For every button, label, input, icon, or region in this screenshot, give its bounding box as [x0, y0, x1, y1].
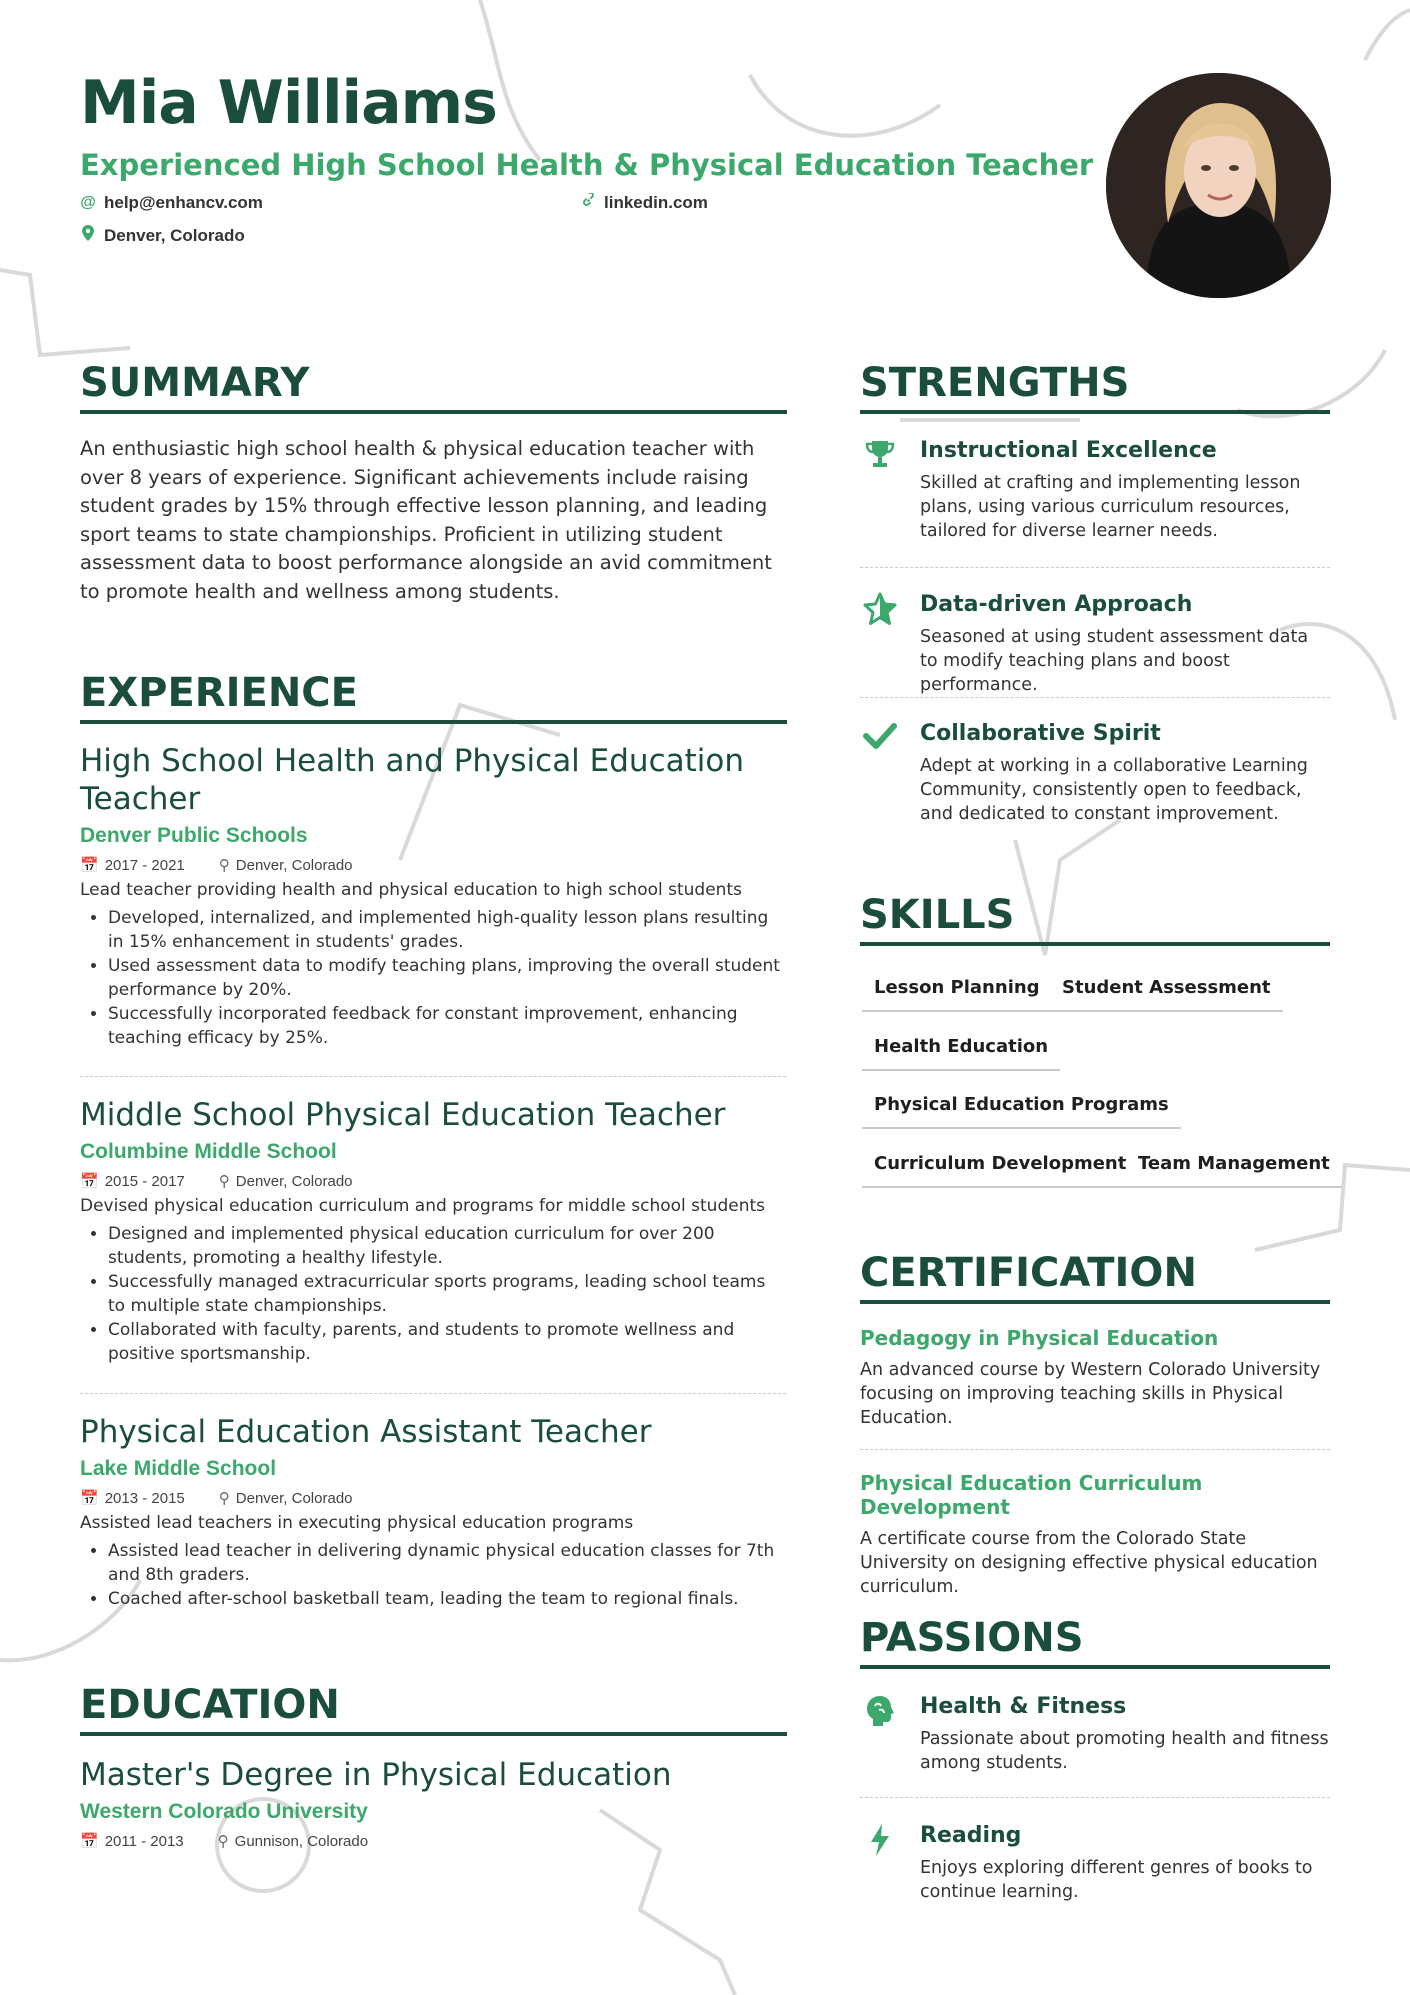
experience-item: [80, 1096, 786, 1366]
divider: [860, 697, 1330, 698]
strength-title: Data-driven Approach: [920, 592, 1193, 617]
job-company: Lake Middle School: [80, 1457, 277, 1480]
certification-title: Pedagogy in Physical Education: [860, 1326, 1219, 1350]
strength-text: Adept at working in a collaborative Learning Community, consistently open to feedback, and dedicated to constant improvement.: [920, 756, 1308, 824]
job-company: Columbine Middle School: [80, 1140, 337, 1163]
divider: [80, 1393, 786, 1394]
contact-email[interactable]: [80, 193, 263, 213]
calendar-icon: 📅: [80, 857, 99, 874]
map-pin-icon: [80, 225, 96, 246]
job-bullets: [80, 1539, 786, 1611]
strength-title: Instructional Excellence: [920, 438, 1217, 463]
linkedin-text: linkedin.com: [604, 193, 708, 212]
strength-title: Collaborative Spirit: [920, 721, 1161, 746]
divider: [80, 1076, 786, 1077]
star-icon: [860, 592, 900, 633]
job-bullet: • Coached after-school basketball team, leading the team to regional finals.: [108, 1587, 786, 1611]
certification-text: A certificate course from the Colorado State University on designing effective physical education curriculum.: [860, 1529, 1318, 1597]
calendar-icon: 📅: [80, 1833, 99, 1850]
certification-title: Physical Education Curriculum Development: [860, 1471, 1203, 1519]
skills-heading: SKILLS: [860, 892, 1330, 946]
skill-tag: Team Management: [1126, 1153, 1342, 1188]
strengths-heading: STRENGTHS: [860, 360, 1330, 414]
education-location: Gunnison, Colorado: [234, 1832, 369, 1850]
job-bullet: • Used assessment data to modify teaching plans, improving the overall student performance by 20%.: [108, 954, 786, 1002]
location-text: Denver, Colorado: [104, 225, 245, 245]
job-description: Assisted lead teachers in executing physical education programs: [80, 1513, 634, 1533]
passion-title: Health & Fitness: [920, 1694, 1127, 1719]
brain-icon: [860, 1694, 900, 1735]
passions-heading: PASSIONS: [860, 1615, 1330, 1669]
calendar-icon: 📅: [80, 1173, 99, 1190]
skill-tag: Curriculum Development: [862, 1153, 1138, 1188]
divider: [860, 1797, 1330, 1798]
job-meta: [80, 1172, 786, 1190]
education-item: [80, 1756, 786, 1850]
calendar-icon: 📅: [80, 1490, 99, 1507]
passion-text: Passionate about promoting health and fitness among students.: [920, 1729, 1329, 1773]
job-location: Denver, Colorado: [235, 1172, 353, 1190]
skill-tag: Health Education: [862, 1036, 1060, 1071]
passion-item: [860, 1694, 1330, 1775]
map-pin-icon: ⚲: [218, 1173, 230, 1190]
trophy-icon: [860, 438, 900, 477]
passion-title: Reading: [920, 1823, 1022, 1848]
map-pin-icon: ⚲: [218, 1490, 230, 1507]
experience-item: [80, 742, 786, 1050]
job-bullet: • Successfully managed extracurricular sports programs, leading school teams to multiple state championships.: [108, 1270, 786, 1318]
job-location: Denver, Colorado: [235, 1489, 353, 1507]
divider: [860, 1449, 1330, 1450]
skill-tag: Student Assessment: [1050, 977, 1283, 1012]
certification-item: [860, 1326, 1330, 1430]
contact-location: [80, 225, 245, 246]
strength-text: Seasoned at using student assessment data to modify teaching plans and boost performance.: [920, 627, 1309, 695]
link-icon: [580, 193, 596, 213]
job-title: Physical Education Assistant Teacher: [80, 1414, 652, 1450]
job-bullets: [80, 906, 786, 1050]
skill-tag: Physical Education Programs: [862, 1094, 1181, 1129]
strength-item: [860, 438, 1330, 543]
experience-heading: EXPERIENCE: [80, 670, 787, 724]
job-title: High School Health and Physical Education Teacher: [80, 743, 744, 817]
job-description: Lead teacher providing health and physical education to high school students: [80, 880, 742, 900]
divider: [860, 567, 1330, 568]
skill-tag: Lesson Planning: [862, 977, 1052, 1012]
degree-title: Master's Degree in Physical Education: [80, 1757, 672, 1793]
certification-heading: CERTIFICATION: [860, 1250, 1330, 1304]
job-company: Denver Public Schools: [80, 824, 308, 847]
candidate-title: Experienced High School Health & Physical Education Teacher: [80, 148, 1094, 182]
job-dates: 2015 - 2017: [104, 1172, 185, 1190]
email-text: help@enhancv.com: [104, 193, 263, 212]
certification-item: [860, 1471, 1330, 1599]
summary-heading: SUMMARY: [80, 360, 787, 414]
lightning-icon: [860, 1823, 900, 1864]
experience-item: [80, 1413, 786, 1611]
education-dates: 2011 - 2013: [104, 1832, 184, 1850]
candidate-name: Mia Williams: [80, 68, 497, 138]
job-bullet: • Successfully incorporated feedback for constant improvement, enhancing teaching efficacy by 25%.: [108, 1002, 786, 1050]
summary-text: An enthusiastic high school health & physical education teacher with over 8 years of experience. Significant achievements include raising student grades by 15% through effective lesson planning, and leading sport teams to state championships. Proficient in utilizing student assessment data to boost performance alongside an avid commitment to promote health and wellness among students.: [80, 437, 772, 603]
job-bullet: • Developed, internalized, and implemented high-quality lesson plans resulting in 15% enhancement in students' grades.: [108, 906, 786, 954]
school-name: Western Colorado University: [80, 1800, 368, 1823]
job-bullet: • Designed and implemented physical education curriculum for over 200 students, promoting a healthy lifestyle.: [108, 1222, 786, 1270]
passion-item: [860, 1823, 1330, 1904]
job-bullet: • Collaborated with faculty, parents, and students to promote wellness and positive sportsmanship.: [108, 1318, 786, 1366]
strength-text: Skilled at crafting and implementing lesson plans, using various curriculum resources, tailored for diverse learner needs.: [920, 473, 1301, 541]
job-title: Middle School Physical Education Teacher: [80, 1097, 726, 1133]
job-dates: 2017 - 2021: [104, 856, 185, 874]
strength-item: [860, 592, 1330, 697]
at-sign-icon: @: [80, 194, 96, 211]
job-meta: [80, 1489, 786, 1507]
job-bullets: [80, 1222, 786, 1366]
passion-text: Enjoys exploring different genres of books to continue learning.: [920, 1858, 1313, 1902]
job-dates: 2013 - 2015: [104, 1489, 185, 1507]
job-location: Denver, Colorado: [235, 856, 353, 874]
contact-linkedin[interactable]: [580, 193, 708, 213]
education-meta: [80, 1832, 786, 1850]
map-pin-icon: ⚲: [217, 1833, 229, 1850]
education-heading: EDUCATION: [80, 1682, 787, 1736]
job-meta: [80, 856, 786, 874]
map-pin-icon: ⚲: [218, 857, 230, 874]
job-description: Devised physical education curriculum and programs for middle school students: [80, 1196, 765, 1216]
job-bullet: • Assisted lead teacher in delivering dynamic physical education classes for 7th and 8th graders.: [108, 1539, 786, 1587]
profile-photo: [1106, 73, 1331, 298]
certification-text: An advanced course by Western Colorado University focusing on improving teaching skills in Physical Education.: [860, 1360, 1321, 1428]
check-icon: [860, 721, 900, 758]
strength-item: [860, 721, 1330, 826]
